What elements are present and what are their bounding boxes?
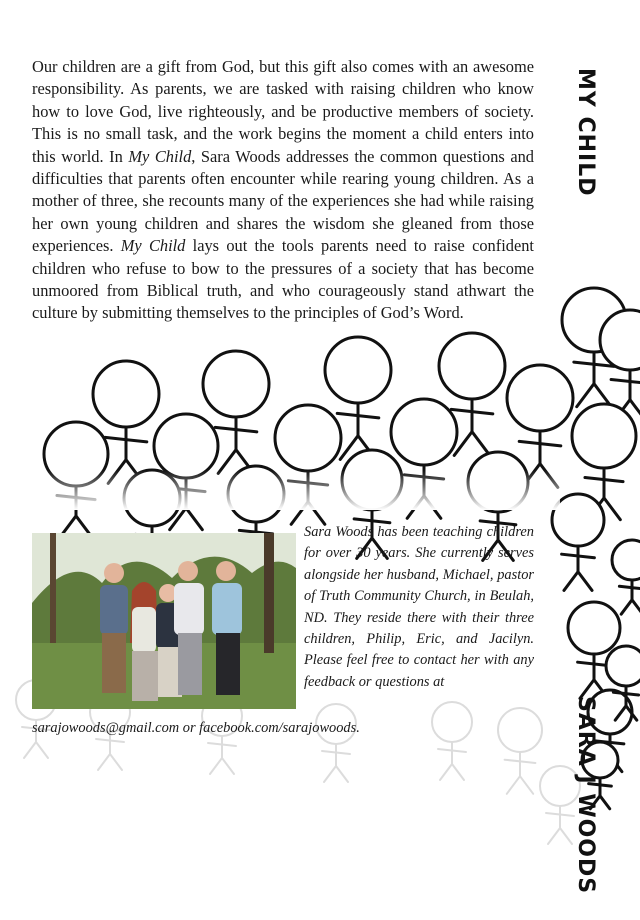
author-bio: Sara Woods has been teaching children for over 30 years. She currently serves alongside her husband, Michael, pastor of Truth Community Church, in Beulah, ND. They reside there with their three children, Philip, Eric, and Jacilyn. Please feel free to contact her with any feedback or questions at — [304, 524, 534, 690]
stick-figure — [498, 708, 542, 794]
book-description: Our children are a gift from God, but this gift also comes with an awesome responsibility. As parents, we are tasked with raising children who know how to love God, live righteously, and be productive members of society. This is no small task, and the work begins the moment a child enters into this world. In My Child, Sara Woods addresses the common questions and difficulties that parents often encounter while rearing young children. As a mother of three, she recounts many of the experiences she had while raising her own young children and shares the wisdom she gleaned from those experiences. My Child lays out the tools parents need to raise confident children who refuse to bow to the pressures of a society that has become unmoored from Biblical truth, and who courageously stand athwart the culture by submitting themselves to the principles of God’s Word. — [32, 57, 534, 323]
stick-figure — [612, 540, 640, 614]
stick-figure — [316, 704, 356, 782]
book-title-italic: My Child — [120, 236, 186, 256]
author-contact: sarajowoods@gmail.com or facebook.com/sarajowoods. — [32, 720, 360, 736]
author-family-photo — [32, 533, 296, 709]
stick-figure — [432, 702, 472, 780]
spine-author: SARA J WOODS — [573, 696, 598, 895]
book-title-italic: My Child — [128, 146, 192, 166]
spine-title: MY CHILD — [573, 68, 598, 197]
